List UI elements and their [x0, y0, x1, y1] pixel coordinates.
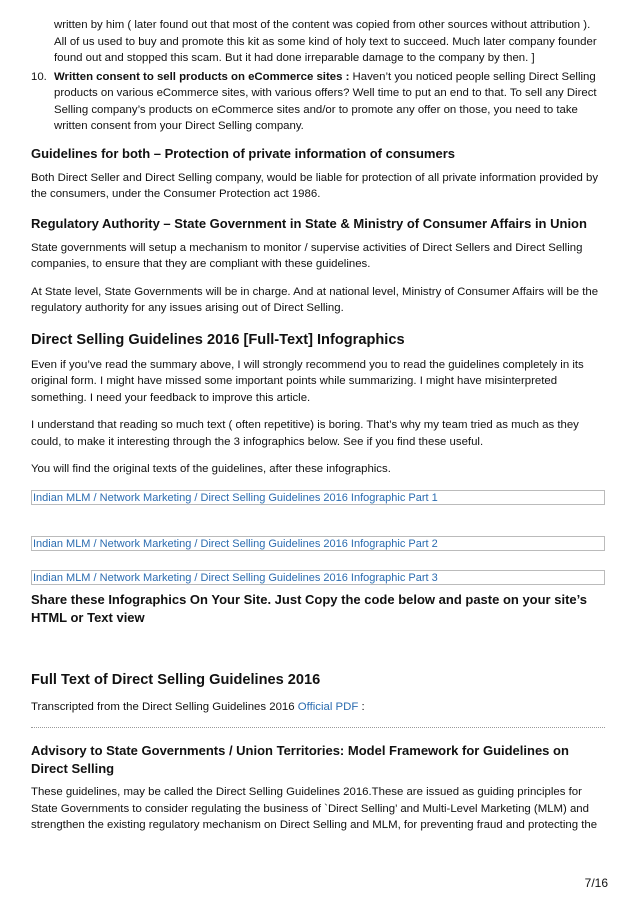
paragraph-privacy: Both Direct Seller and Direct Selling company, would be liable for protection of all private information provided by the consumers, under the Consumer Protection act 1986. — [31, 171, 599, 200]
heading-privacy: Guidelines for both – Protection of private information of consumers — [31, 145, 455, 161]
paragraph-infographics-3: You will find the original texts of the guidelines, after these infographics. — [31, 463, 391, 475]
heading-advisory: Advisory to State Governments / Union Territories: Model Framework for Guidelines on Direct Selling — [31, 743, 569, 776]
paragraph-transcript-source: Transcripted from the Direct Selling Guidelines 2016 Official PDF : — [31, 700, 365, 713]
list-item-continuation: written by him ( later found out that most of the content was copied from other sources without attribution ). All of us used to buy and promote this kit as some kind of holy text to succeed. Much later company founder found out and stopped this scam. But it had done irreparable damage to the company by then. ] — [54, 19, 597, 64]
infographic-link-part-2[interactable]: Indian MLM / Network Marketing / Direct Selling Guidelines 2016 Infographic Part 2 — [31, 536, 605, 551]
list-item-bold-title: Written consent to sell products on eCommerce sites : — [54, 70, 350, 83]
list-item-10 — [31, 69, 605, 135]
infographic-link-part-1[interactable]: Indian MLM / Network Marketing / Direct Selling Guidelines 2016 Infographic Part 1 — [31, 490, 605, 505]
paragraph-advisory: These guidelines, may be called the Direct Selling Guidelines 2016.These are issued as guiding principles for State Governments to consider regulating the business of `Direct Selling’ and Multi-Level Marketing (MLM) and strengthen the existing regulatory mechanism on Direct Selling and MLM, for preventing fraud and protecting the — [31, 786, 598, 831]
heading-full-text: Full Text of Direct Selling Guidelines 2016 — [31, 671, 321, 688]
paragraph-infographics-1: Even if you’ve read the summary above, I will strongly recommend you to read the guidelines completely in its original form. I might have missed some important points while summarizing. I might have misinterpreted something. I need your feedback to improve this article. — [31, 358, 584, 404]
heading-share-infographics: Share these Infographics On Your Site. Just Copy the code below and paste on your site’s HTML or Text view — [31, 591, 587, 625]
infographic-link-part-3[interactable]: Indian MLM / Network Marketing / Direct Selling Guidelines 2016 Infographic Part 3 — [31, 570, 605, 585]
official-pdf-link[interactable]: Official PDF — [297, 700, 359, 713]
heading-infographics: Direct Selling Guidelines 2016 [Full-Text] Infographics — [31, 331, 405, 348]
list-item-number: 10. — [31, 70, 47, 83]
page-number: 7/16 — [584, 876, 608, 890]
list-item-text: Haven’t you noticed people selling Direct Selling products on various eCommerce sites, with various offers? Well time to put an end to that. To sell any Direct Selling company’s products on eCommerce sites and/or to promote any offer on those, you need to take written consent from your Direct Selling company. — [54, 70, 597, 132]
paragraph-regulatory-1: State governments will setup a mechanism to monitor / supervise activities of Direct Sellers and Direct Selling companies, to ensure that they are compliant with these guidelines. — [31, 241, 583, 270]
document-page — [31, 0, 605, 834]
heading-regulatory: Regulatory Authority – State Government in State & Ministry of Consumer Affairs in Union — [31, 215, 587, 231]
section-divider — [31, 727, 605, 728]
paragraph-infographics-2: I understand that reading so much text ( often repetitive) is boring. That’s why my team tried as much as they could, to make it interesting through the 3 infographics below. See if you find these useful. — [31, 419, 579, 448]
paragraph-regulatory-2: At State level, State Governments will be in charge. And at national level, Ministry of Consumer Affairs will be the regulatory authority for any issues arising out of Direct Selling. — [31, 285, 599, 314]
